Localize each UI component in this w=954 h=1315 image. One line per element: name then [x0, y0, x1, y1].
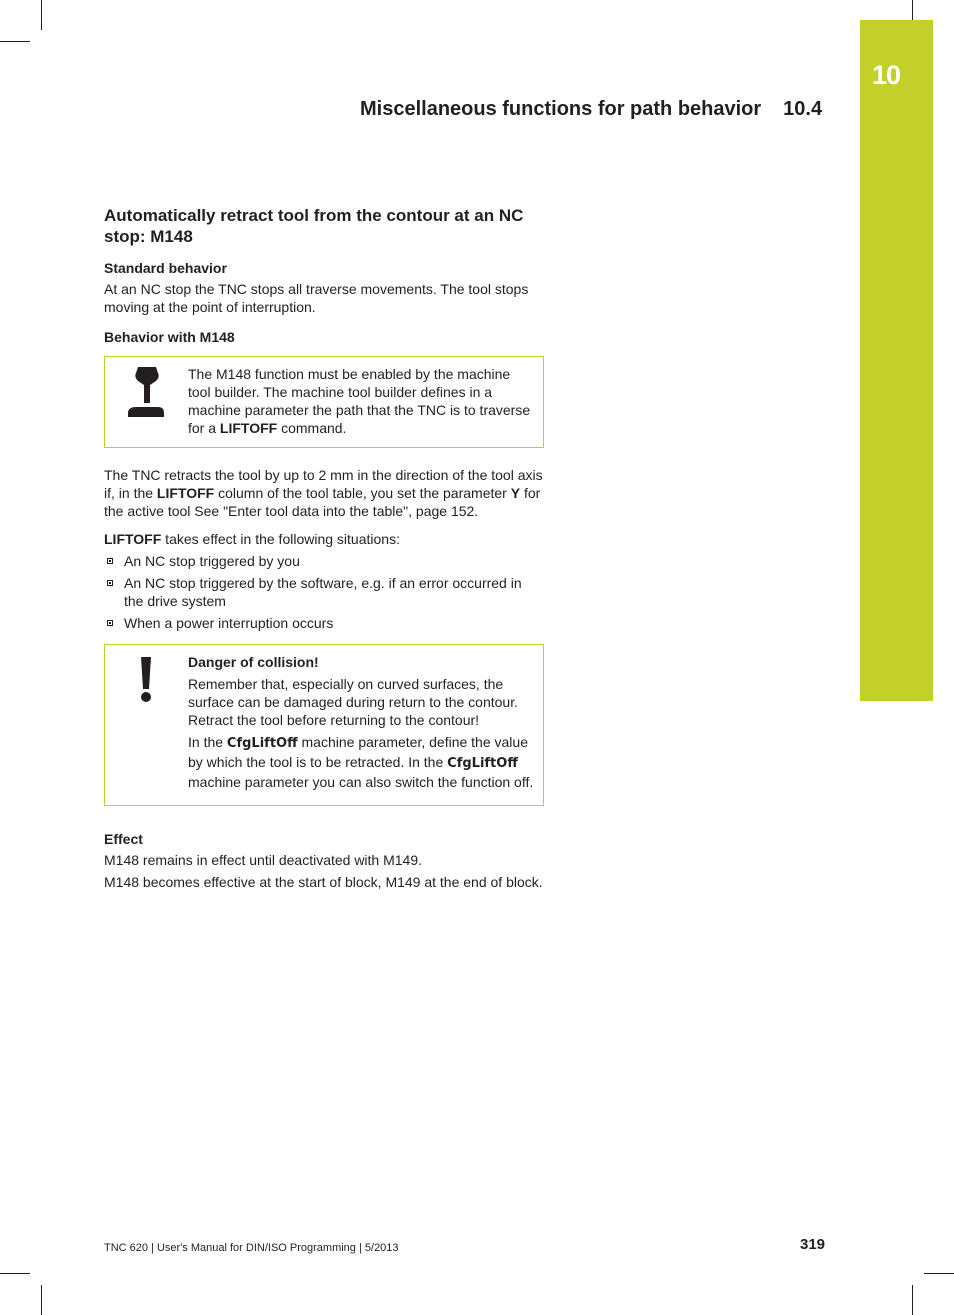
crop-mark: [41, 0, 42, 30]
page-number: 319: [800, 1236, 826, 1253]
crop-mark: [924, 1273, 954, 1274]
danger-text1: Remember that, especially on curved surfaces, the surface can be damaged during return to the contour. Retract the tool before returning to the contour!: [188, 676, 518, 728]
chapter-tab: [860, 20, 933, 701]
danger-text2: In the CfgLiftOff machine parameter, define the value by which the tool is to be retracted. In the CfgLiftOff machine parameter you can also switch the function off.: [188, 734, 534, 790]
effect-text1: M148 remains in effect until deactivated with M149.: [104, 852, 423, 868]
crop-mark: [41, 1285, 42, 1315]
note-text-part1: The M148 function must be enabled by the machine tool builder. The machine tool builder defines in a machine parameter the path that the TNC is to traverse for a: [188, 366, 531, 436]
machine-note-box: [104, 356, 544, 448]
exclamation-icon: [105, 645, 187, 805]
crop-mark: [0, 41, 30, 42]
note-liftoff-keyword: LIFTOFF: [219, 420, 278, 436]
page-content: [104, 205, 544, 895]
machine-tool-icon: [105, 357, 187, 447]
crop-mark: [912, 0, 913, 20]
crop-mark: [0, 1273, 30, 1274]
effect-text2: M148 becomes effective at the start of block, M149 at the end of block.: [104, 874, 543, 890]
liftoff-paragraph: LIFTOFF takes effect in the following situations:: [104, 531, 400, 547]
crop-mark: [912, 1285, 913, 1315]
effect-title: Effect: [104, 831, 143, 847]
standard-behavior-text: At an NC stop the TNC stops all traverse movements. The tool stops moving at the point of interruption.: [104, 281, 529, 315]
running-head: [360, 98, 828, 121]
running-head-title: Miscellaneous functions for path behavior: [360, 98, 762, 120]
list-item: An NC stop triggered by you: [104, 552, 544, 570]
danger-title: Danger of collision!: [188, 654, 319, 670]
standard-behavior-title: Standard behavior: [104, 260, 227, 276]
footer-text: TNC 620 | User's Manual for DIN/ISO Programming | 5/2013: [104, 1242, 399, 1254]
running-head-section: 10.4: [783, 98, 823, 120]
behavior-m148-title: Behavior with M148: [104, 329, 235, 345]
situation-list: [104, 552, 544, 632]
list-item: An NC stop triggered by the software, e.g. if an error occurred in the drive system: [104, 574, 544, 610]
section-heading: Automatically retract tool from the contour at an NC stop: M148: [104, 206, 524, 246]
retract-paragraph: The TNC retracts the tool by up to 2 mm in the direction of the tool axis if, in the LIFTOFF column of the tool table, you set the parameter Y for the active tool See "Enter tool data into the table", page 152.: [104, 467, 543, 519]
list-item: When a power interruption occurs: [104, 614, 544, 632]
note-text-part2: command.: [277, 420, 347, 436]
machine-note-text: [187, 357, 543, 447]
danger-text: [187, 645, 543, 805]
danger-box: [104, 644, 544, 806]
chapter-number: 10: [872, 60, 901, 90]
